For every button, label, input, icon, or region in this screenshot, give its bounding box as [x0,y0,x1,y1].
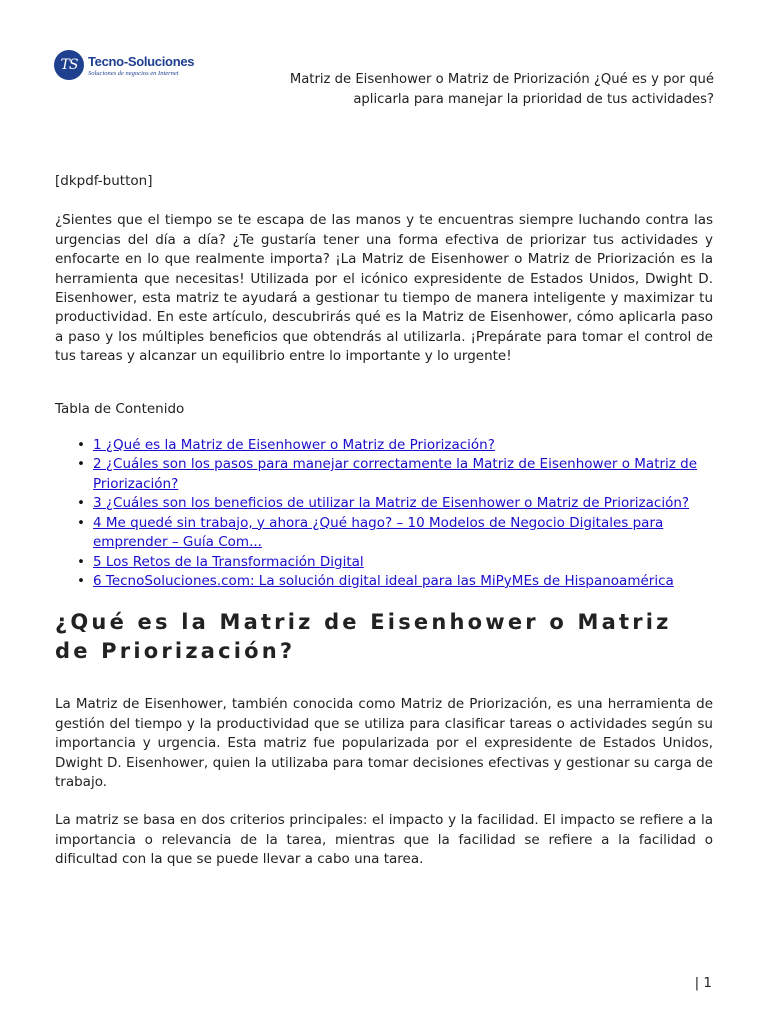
bullet-icon: • [77,514,85,531]
intro-paragraph: ¿Sientes que el tiempo se te escapa de las manos y te encuentras siempre luchando contra las urgencias del día a día? ¿Te gustaría tener una forma efectiva de priorizar tus actividades y enfocarte en lo que realmente importa? ¡La Matriz de Eisenhower o Matriz de Priorización es la herramienta que necesitas! Utilizada por el icónico expresidente de Estados Unidos, Dwight D. Eisenhower, esta matriz te ayudará a gestionar tu tiempo de manera inteligente y maximizar tu productividad. En este artículo, descubrirás qué es la Matriz de Eisenhower, cómo aplicarla paso a paso y los múltiples beneficios que obtendrás al utilizarla. ¡Prepárate para tomar el control de tus tareas y alcanzar un equilibrio entre lo importante y lo urgente! [55,212,713,365]
company-logo [54,50,194,82]
section-paragraph-2: La matriz se basa en dos criterios principales: el impacto y la facilidad. El impacto se refiere a la importancia o relevancia de la tarea, mientras que la facilidad se refiere a la facilidad o dificultad con la que se puede llevar a cabo una tarea. [55,812,713,868]
toc-item [55,494,713,513]
header-title-line-1: Matriz de Eisenhower o Matriz de Priorización ¿Qué es y por qué [289,72,714,87]
logo-name: Tecno-Soluciones [88,54,195,69]
document-header-title [244,70,714,110]
pdf-shortcode-text: [dkpdf-button] [55,173,153,189]
toc-item [55,514,713,553]
header-title-line-2: aplicarla para manejar la prioridad de tus actividades? [353,92,714,107]
toc-link-5[interactable]: 5 Los Retos de la Transformación Digital [93,553,364,570]
section-paragraph-1: La Matriz de Eisenhower, también conocida como Matriz de Priorización, es una herramienta de gestión del tiempo y la productividad que se utiliza para clasificar tareas o actividades según su importancia y urgencia. Esta matriz fue popularizada por el expresidente de Estados Unidos, Dwight D. Eisenhower, quien la utilizaba para tomar decisiones efectivas y gestionar su carga de trabajo. [55,696,713,790]
bullet-icon: • [77,495,85,512]
table-of-contents [55,436,713,591]
bullet-icon: • [77,456,85,473]
toc-link-1[interactable]: 1 ¿Qué es la Matriz de Eisenhower o Matriz de Priorización? [93,437,495,454]
toc-link-3[interactable]: 3 ¿Cuáles son los beneficios de utilizar la Matriz de Eisenhower o Matriz de Priorización? [93,495,690,512]
toc-item [55,455,713,494]
toc-link-2[interactable]: 2 ¿Cuáles son los pasos para manejar correctamente la Matriz de Eisenhower o Matriz de Priorización? [93,456,698,492]
toc-link-6[interactable]: 6 TecnoSoluciones.com: La solución digital ideal para las MiPyMEs de Hispanoamérica [93,572,674,589]
toc-item [55,436,713,455]
toc-title: Tabla de Contenido [55,400,185,417]
logo-mark-icon: TS [54,50,84,80]
toc-item [55,572,713,591]
bullet-icon: • [77,572,85,589]
toc-item [55,553,713,572]
bullet-icon: • [77,437,85,454]
toc-link-4[interactable]: 4 Me quedé sin trabajo, y ahora ¿Qué hago? – 10 Modelos de Negocio Digitales para emprender – Guía Com... [93,514,664,551]
page-number: | 1 [694,975,712,991]
bullet-icon: • [77,553,85,570]
logo-tagline: Soluciones de negocios en Internet [88,70,179,77]
section-heading: ¿Qué es la Matriz de Eisenhower o Matriz de Priorización? [55,610,672,664]
document-body [55,172,713,870]
